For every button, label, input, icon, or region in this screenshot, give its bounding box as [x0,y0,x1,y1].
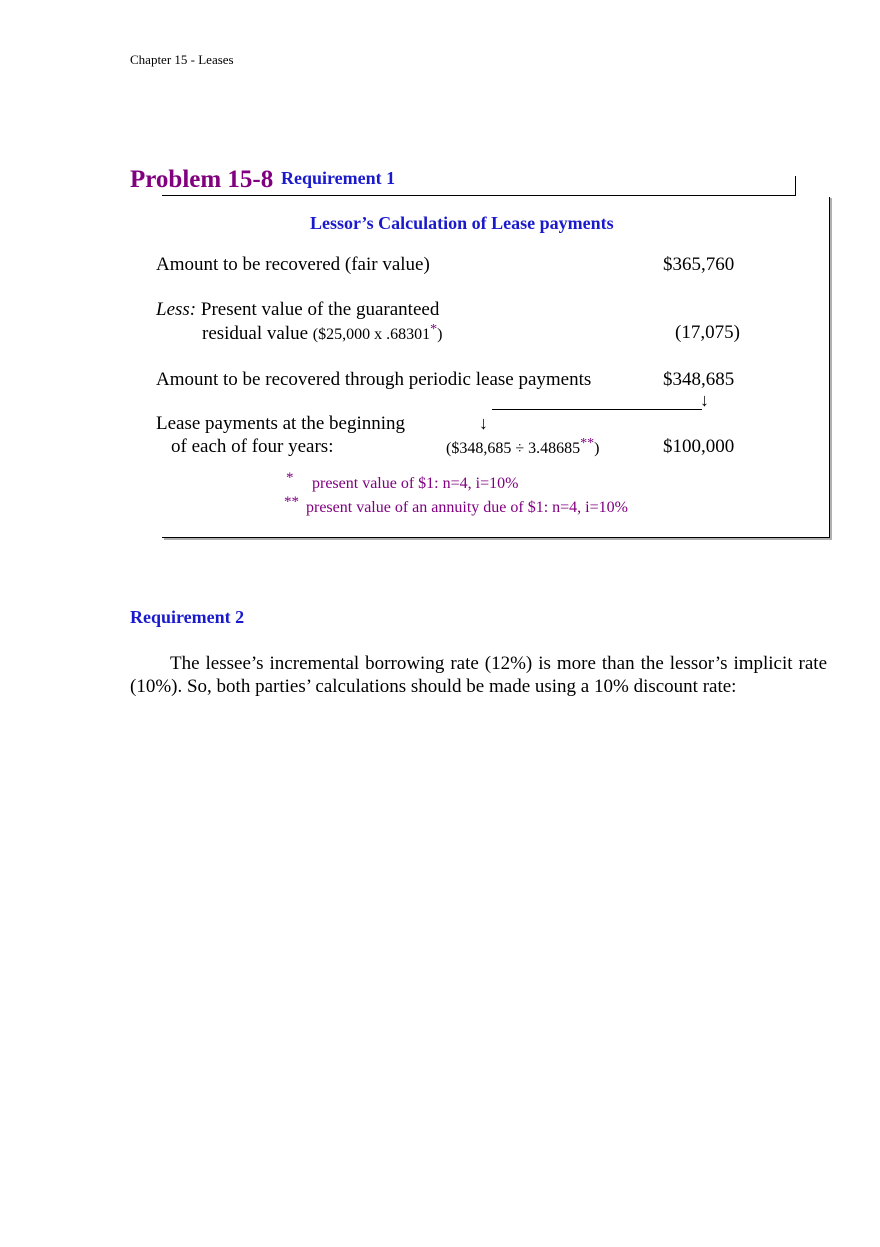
residual-value-label-line1 [156,299,439,321]
periodic-recovery-label: Amount to be recovered through periodic lease payments [156,369,592,390]
calculation-title: Lessor’s Calculation of Lease payments [310,213,614,233]
frame-right-shadow [830,198,832,539]
lease-payments-label-line2: of each of four years: [171,436,334,457]
lease-calc-close: ) [594,440,600,457]
residual-value-label-line2 [202,322,442,345]
footnote-2-mark: ** [284,494,299,510]
calculation-underline [492,409,702,410]
periodic-recovery-amount: $348,685 [663,369,735,390]
down-arrow-icon: ↓ [700,390,709,410]
residual-value-amount: (17,075) [675,322,740,343]
running-head: Chapter 15 - Leases [130,52,234,67]
footnote-1-mark: * [286,470,294,486]
requirement-1-heading: Requirement 1 [281,168,396,188]
frame-bottom-rule [162,537,830,538]
residual-label-rest: Present value of the guaranteed [196,299,440,320]
residual-calc-close: ) [437,326,443,343]
lease-calc-open: ($348,685 ÷ 3.48685 [446,440,581,457]
frame-right-rule [829,197,830,537]
requirement-2-paragraph: The lessee’s incremental borrowing rate (12%) is more than the lessor’s implicit rate (10%). So, both parties’ calculations should be made using a 10% discount rate: [130,653,827,697]
footnote-2-text: present value of an annuity due of $1: n=4, i=10% [306,499,628,516]
footnote-1-text: present value of $1: n=4, i=10% [312,475,519,492]
residual-calc-star: * [430,322,438,337]
less-word: Less: [156,299,197,320]
problem-title: Problem 15-8 [130,166,274,193]
lease-payments-calc [446,436,599,458]
frame-top-tick [795,176,796,196]
requirement-2-heading: Requirement 2 [130,607,245,627]
fair-value-amount: $365,760 [663,254,735,275]
lease-payments-amount: $100,000 [663,436,735,457]
frame-bottom-shadow [164,538,832,540]
residual-calc [312,322,443,343]
residual-label: residual value [202,323,313,344]
lease-payments-label-line1: Lease payments at the beginning [156,413,406,434]
lease-calc-star: ** [580,436,595,451]
down-arrow-icon: ↓ [479,413,488,433]
residual-calc-open: ($25,000 x .68301 [312,326,431,343]
fair-value-label: Amount to be recovered (fair value) [156,254,430,275]
frame-top-rule [162,195,796,196]
